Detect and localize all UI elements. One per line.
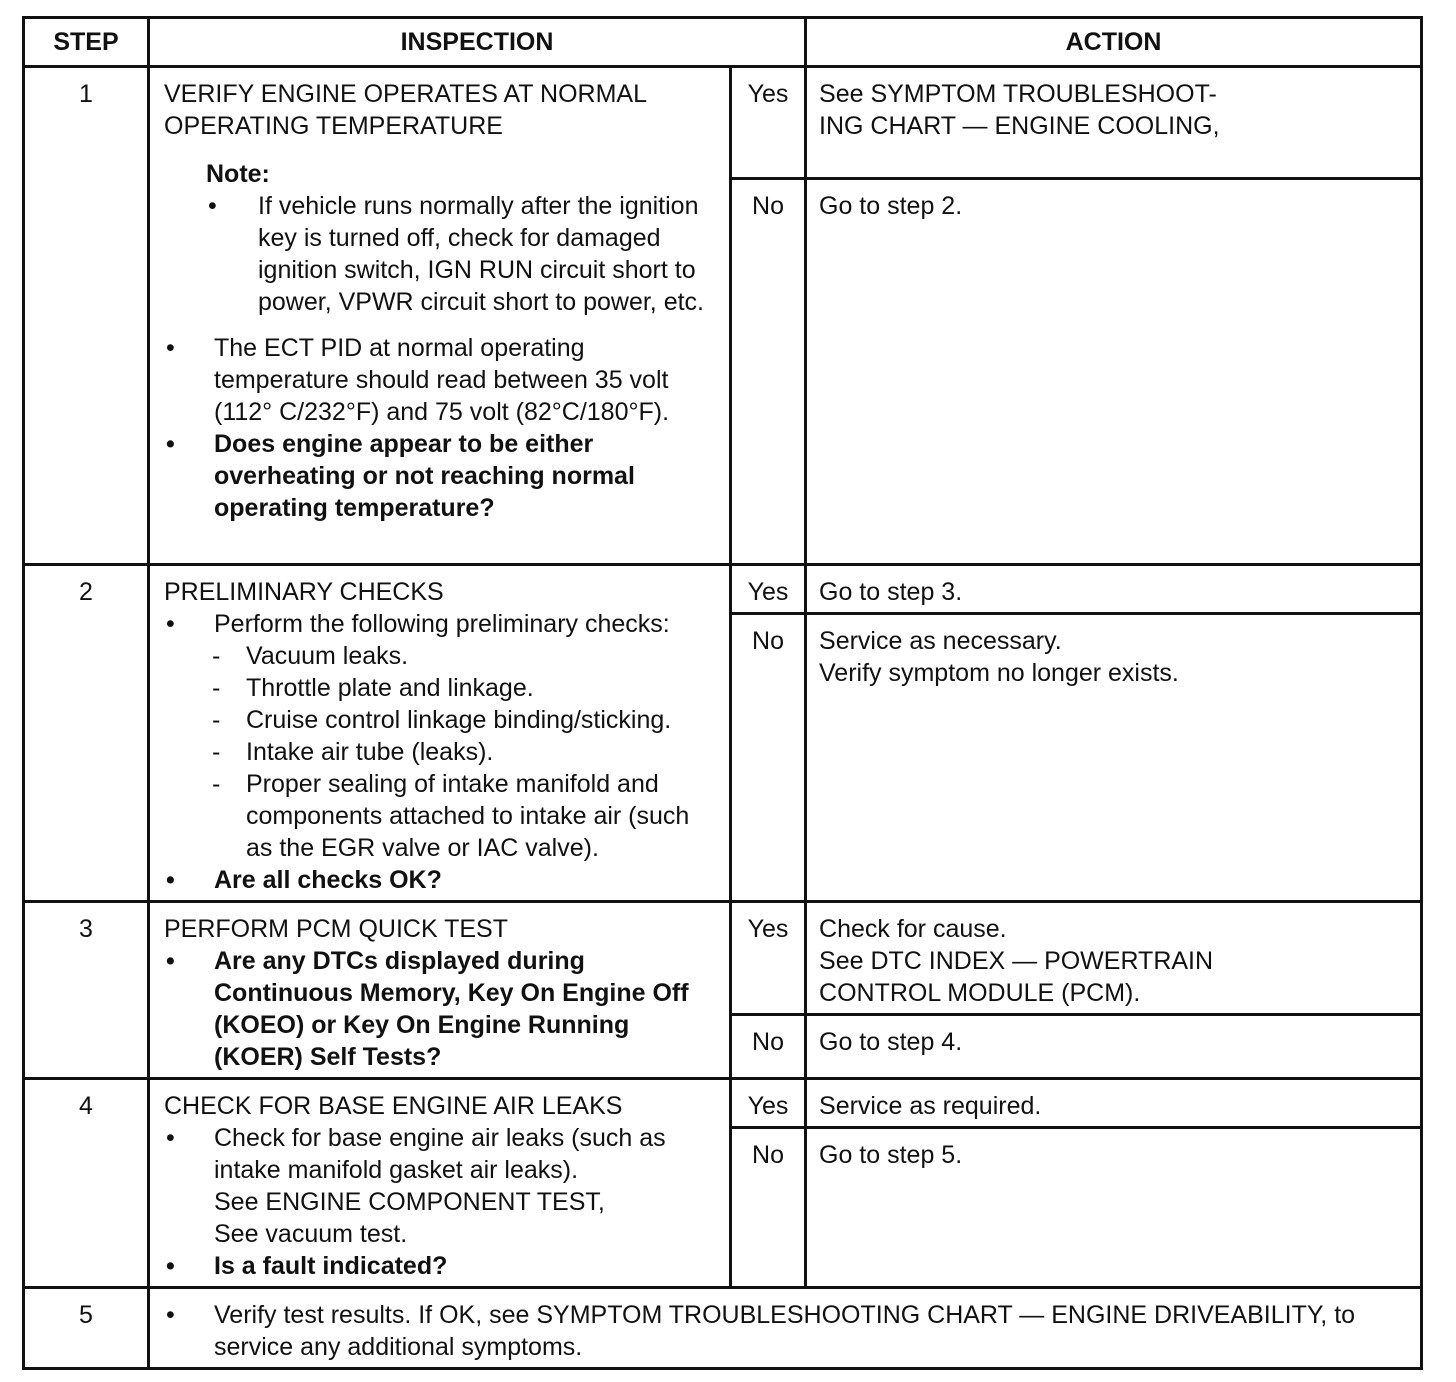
step-5-inspection — [149, 1288, 1422, 1369]
no-action: Go to step 4. — [806, 1015, 1422, 1079]
bullet-icon: • — [166, 1252, 175, 1280]
question-item: • Are any DTCs displayed during Continuous Memory, Key On Engine Off (KOEO) or Key On Engine Running (KOER) Self Tests? — [166, 947, 689, 1071]
step-title: OPERATING TEMPERATURE — [164, 112, 503, 140]
step-title: PRELIMINARY CHECKS — [164, 578, 444, 606]
yes-label: Yes — [731, 67, 806, 179]
step-number: 1 — [24, 67, 149, 565]
bullet-item: • Perform the following preliminary checks: — [166, 610, 670, 638]
yes-label: Yes — [731, 565, 806, 614]
bullet-icon: • — [208, 192, 217, 220]
step-number: 2 — [24, 565, 149, 902]
yes-label: Yes — [731, 902, 806, 1015]
step-number: 5 — [24, 1288, 149, 1369]
question-item: • Are all checks OK? — [166, 866, 442, 894]
bullet-icon: • — [166, 334, 175, 362]
bullet-icon: • — [166, 947, 175, 975]
sub-item: - Throttle plate and linkage. — [212, 674, 534, 702]
step-number: 4 — [24, 1079, 149, 1288]
bullet-icon: • — [166, 1301, 175, 1329]
yes-action: Go to step 3. — [806, 565, 1422, 614]
yes-action: Service as required. — [806, 1079, 1422, 1128]
yes-action: Check for cause. See DTC INDEX — POWERTRAIN CONTROL MODULE (PCM). — [806, 902, 1422, 1015]
step-5-row — [24, 1288, 1422, 1369]
no-action: Go to step 5. — [806, 1128, 1422, 1288]
step-3-row-yes — [24, 902, 1422, 1015]
no-action: Service as necessary. Verify symptom no longer exists. — [806, 614, 1422, 902]
header-row — [24, 18, 1422, 67]
step-4-inspection — [149, 1079, 731, 1288]
step-4-row-yes — [24, 1079, 1422, 1128]
step-title: PERFORM PCM QUICK TEST — [164, 915, 509, 943]
question-item: • Does engine appear to be either overheating or not reaching normal operating temperature? — [166, 430, 635, 522]
bullet-icon: • — [166, 610, 175, 638]
header-inspection: INSPECTION — [149, 18, 806, 67]
note-bullet: • If vehicle runs normally after the ignition key is turned off, check for damaged ignition switch, IGN RUN circuit short to power, VPWR circuit short to power, etc. — [208, 192, 704, 316]
no-label: No — [731, 179, 806, 565]
header-action: ACTION — [806, 18, 1422, 67]
header-step: STEP — [24, 18, 149, 67]
bullet-icon: • — [166, 1124, 175, 1152]
bullet-item: • The ECT PID at normal operating temperature should read between 35 volt (112° C/232°F) and 75 volt (82°C/180°F). — [166, 334, 670, 426]
step-1-row-yes — [24, 67, 1422, 179]
sub-item: - Intake air tube (leaks). — [212, 738, 494, 766]
bullet-item: • Check for base engine air leaks (such as intake manifold gasket air leaks). See ENGINE COMPONENT TEST, See vacuum test. — [166, 1124, 666, 1248]
sub-item: - Proper sealing of intake manifold and components attached to intake air (such as the EGR valve or IAC valve). — [212, 770, 690, 862]
no-label: No — [731, 1128, 806, 1288]
step-3-inspection — [149, 902, 731, 1079]
sub-item: - Cruise control linkage binding/sticking. — [212, 706, 672, 734]
step-2-row-yes — [24, 565, 1422, 614]
step-title: CHECK FOR BASE ENGINE AIR LEAKS — [164, 1092, 623, 1120]
question-item: • Is a fault indicated? — [166, 1252, 448, 1280]
step-title: VERIFY ENGINE OPERATES AT NORMAL — [164, 80, 647, 108]
no-label: No — [731, 1015, 806, 1079]
yes-label: Yes — [731, 1079, 806, 1128]
diagnostic-table — [22, 16, 1423, 1370]
bullet-icon: • — [166, 430, 175, 458]
no-action: Go to step 2. — [806, 179, 1422, 565]
note-label: Note: — [206, 160, 270, 188]
sub-item: - Vacuum leaks. — [212, 642, 409, 670]
yes-action: See SYMPTOM TROUBLESHOOT- ING CHART — ENGINE COOLING, — [806, 67, 1422, 179]
step-1-inspection — [149, 67, 731, 565]
step-number: 3 — [24, 902, 149, 1079]
step-2-inspection — [149, 565, 731, 902]
note-block — [164, 158, 719, 318]
no-label: No — [731, 614, 806, 902]
bullet-icon: • — [166, 866, 175, 894]
bullet-item: • Verify test results. If OK, see SYMPTOM TROUBLESHOOTING CHART — ENGINE DRIVEABILITY, to service any additional symptoms. — [166, 1301, 1356, 1361]
